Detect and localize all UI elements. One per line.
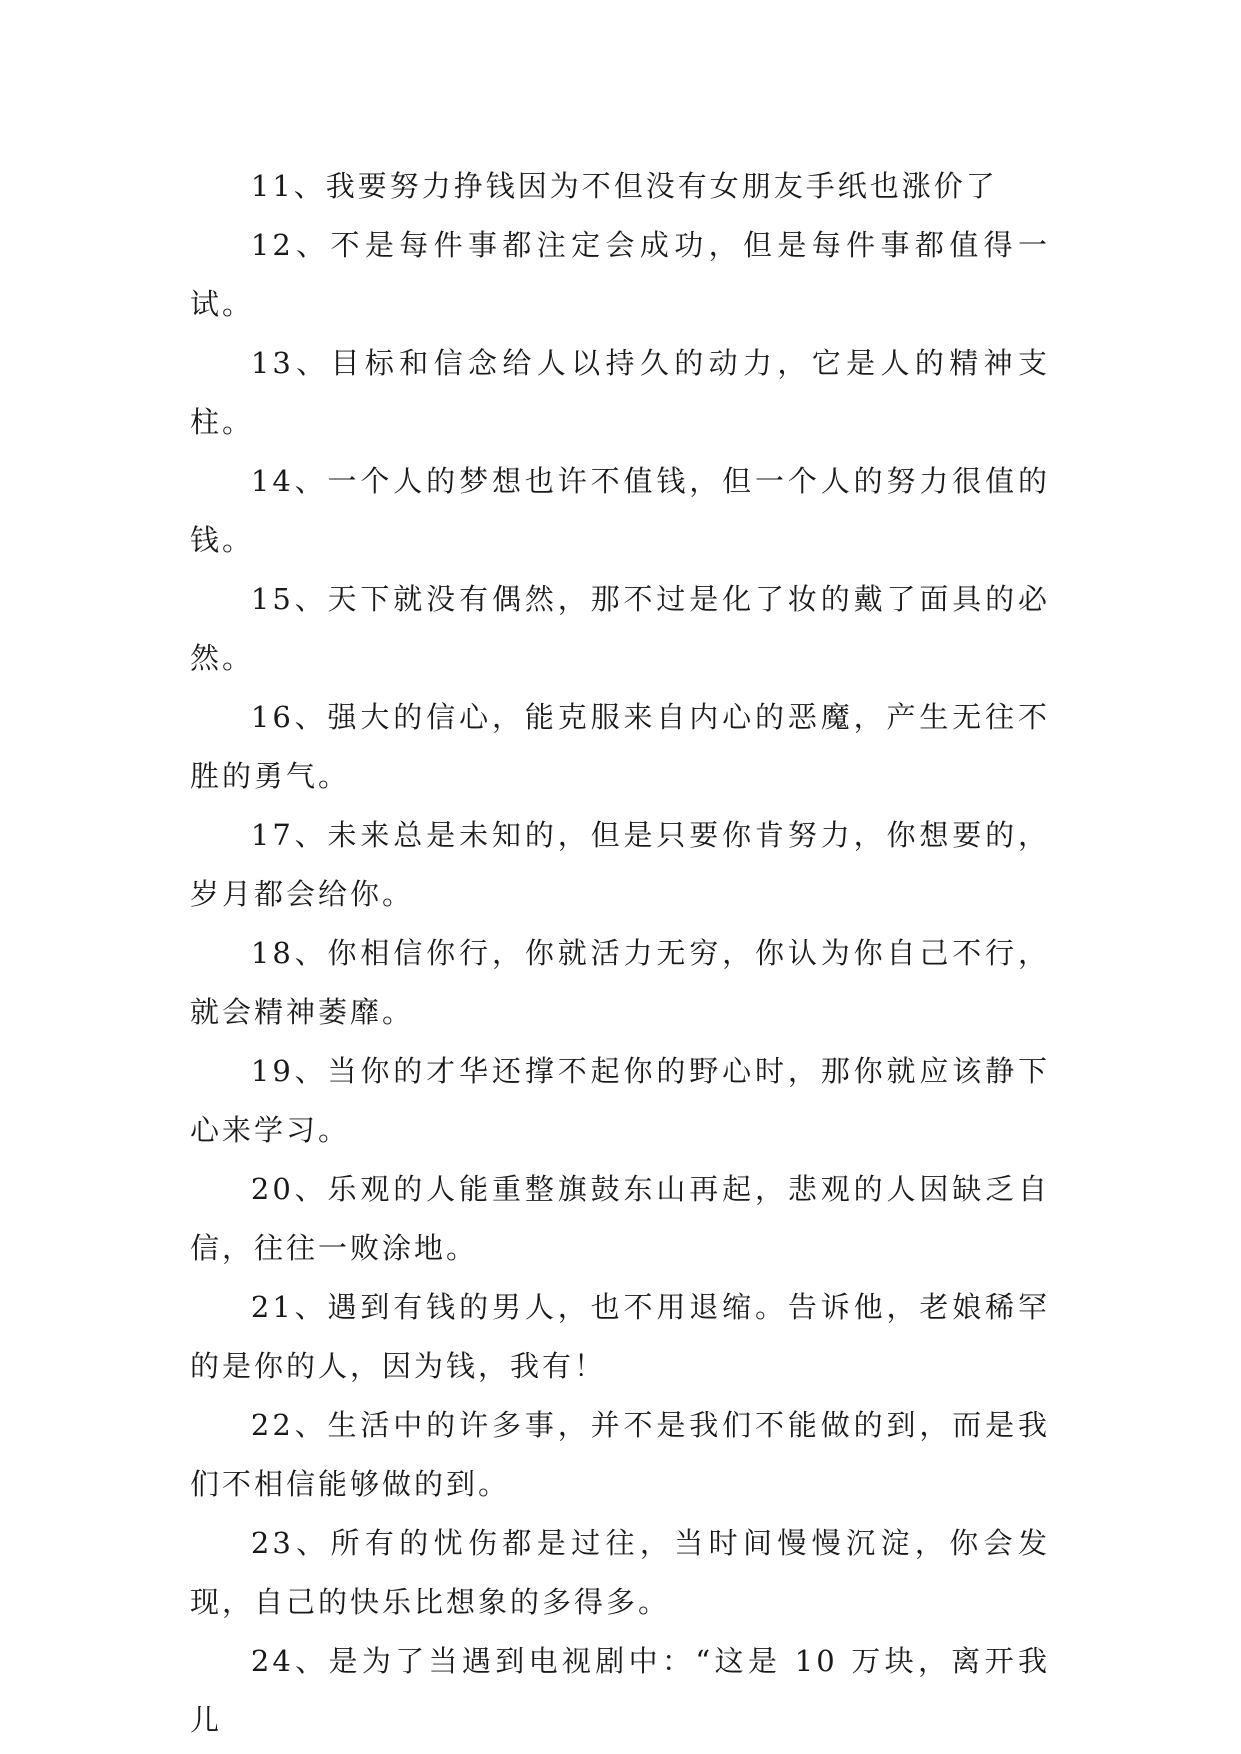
quote-paragraph-15: 15、天下就没有偶然，那不过是化了妆的戴了面具的必然。 (190, 582, 1050, 675)
document-body (190, 157, 1050, 1750)
quote-paragraph-13: 13、目标和信念给人以持久的动力，它是人的精神支柱。 (190, 346, 1050, 439)
quote-paragraph-16: 16、强大的信心，能克服来自内心的恶魔，产生无往不胜的勇气。 (190, 700, 1050, 793)
quote-paragraph-24: 24、是为了当遇到电视剧中：“这是 10 万块，离开我儿 (190, 1644, 1050, 1737)
quote-paragraph-21: 21、遇到有钱的男人，也不用退缩。告诉他，老娘稀罕的是你的人，因为钱，我有！ (190, 1290, 1050, 1383)
quote-paragraph-22: 22、生活中的许多事，并不是我们不能做的到，而是我们不相信能够做的到。 (190, 1408, 1050, 1501)
quote-paragraph-19: 19、当你的才华还撑不起你的野心时，那你就应该静下心来学习。 (190, 1054, 1050, 1147)
quote-paragraph-23: 23、所有的忧伤都是过往，当时间慢慢沉淀，你会发现，自己的快乐比想象的多得多。 (190, 1526, 1050, 1619)
quote-paragraph-11: 11、我要努力挣钱因为不但没有女朋友手纸也涨价了 (250, 169, 998, 203)
quote-paragraph-12: 12、不是每件事都注定会成功，但是每件事都值得一试。 (190, 228, 1050, 321)
quote-paragraph-20: 20、乐观的人能重整旗鼓东山再起，悲观的人因缺乏自信，往往一败涂地。 (190, 1172, 1050, 1265)
quote-paragraph-14: 14、一个人的梦想也许不值钱，但一个人的努力很值的钱。 (190, 464, 1050, 557)
quote-paragraph-18: 18、你相信你行，你就活力无穷，你认为你自己不行，就会精神萎靡。 (190, 936, 1050, 1029)
quote-paragraph-17: 17、未来总是未知的，但是只要你肯努力，你想要的，岁月都会给你。 (190, 818, 1050, 911)
